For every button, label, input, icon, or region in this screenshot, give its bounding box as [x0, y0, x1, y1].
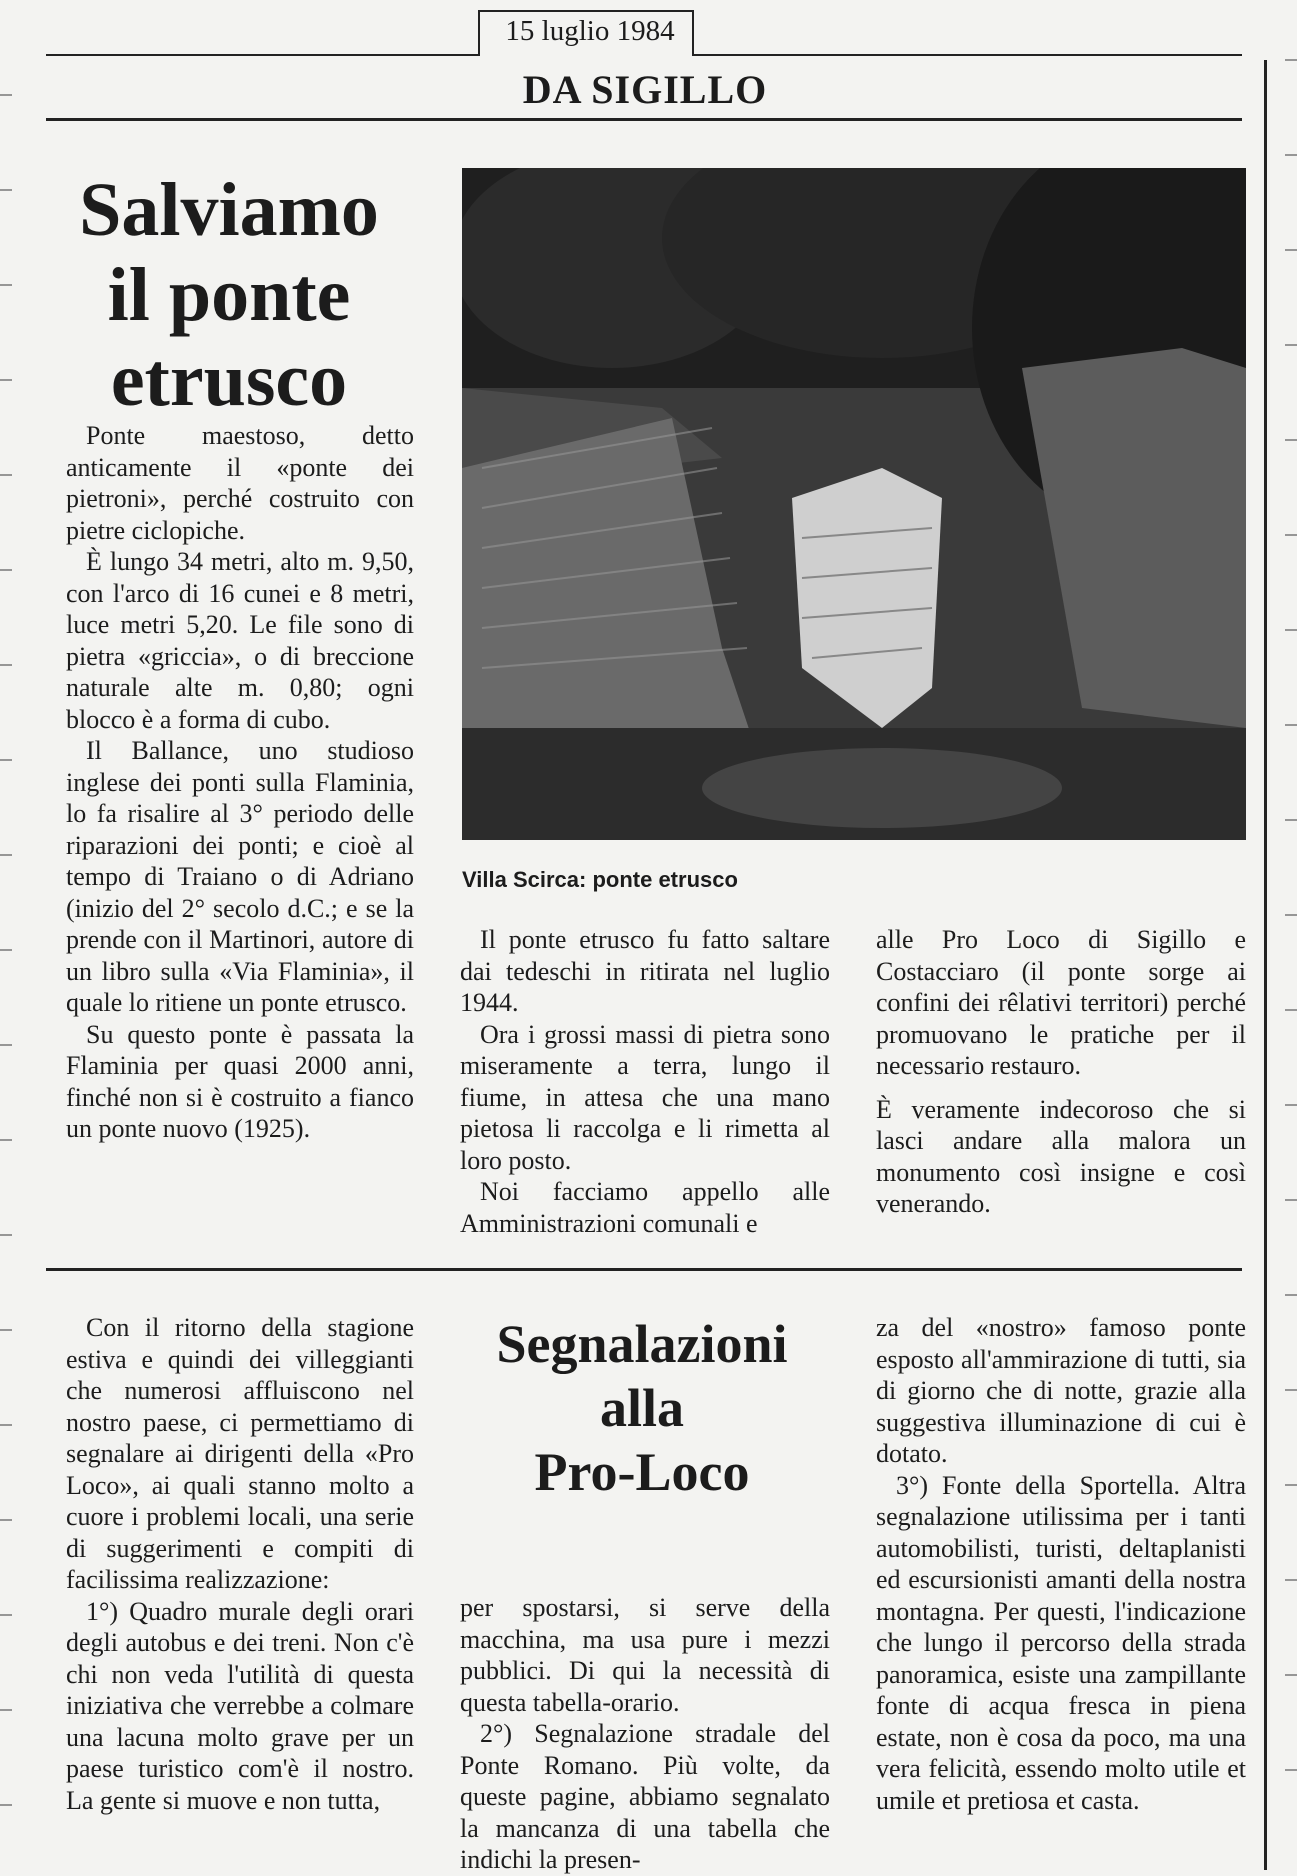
paragraph: per spostarsi, si serve della macchina, ma usa pure i mezzi pubblici. Di qui la necessità di questa tabella-orario. — [460, 1593, 830, 1717]
paragraph: Il Ballance, uno studioso inglese dei ponti sulla Flaminia, lo fa risalire al 3° periodo delle riparazioni dei ponti; e cioè al tempo di Traiano o di Adriano (inizio del 2° secolo d.C.; e se la prende con il Martinori, autore di un libro sulla «Via Flaminia», il quale lo ritiene un ponte etrusco. — [66, 736, 414, 1017]
paragraph: 2°) Segnalazione stradale del Ponte Romano. Più volte, da queste pagine, abbiamo segnalato la mancanza di una tabella che indichi la presen- — [460, 1719, 830, 1874]
header-top-rule — [478, 10, 694, 12]
paragraph: za del «nostro» famoso ponte esposto all'ammirazione di tutti, sia di giorno che di notte, grazie alla suggestiva illuminazione di cui è dotato. — [876, 1313, 1246, 1468]
article2-headline-line: Segnalazioni — [496, 1314, 788, 1374]
paragraph: 3°) Fonte della Sportella. Altra segnalazione utilissima per i tanti automobilisti, turisti, deltaplanisti ed escursionisti amanti della nostra montagna. Per questi, l'indicazione che lungo il percorso della strada panoramica, esiste una zampillante fonte di acqua fresca in piena estate, non è cosa da poco, ma una vera felicità, essendo molto utile et umile et pretiosa et casta. — [876, 1470, 1246, 1815]
photo-caption: Villa Scirca: ponte etrusco — [462, 867, 738, 892]
section-rule — [46, 118, 1242, 121]
article1-headline — [48, 168, 410, 423]
paragraph: È veramente indecoroso che si lasci andare alla malora un monumento così insigne e così venerando. — [876, 1094, 1246, 1218]
article1-headline-line: etrusco — [110, 338, 348, 422]
paragraph: È lungo 34 metri, alto m. 9,50, con l'arco di 16 cunei e 8 metri, luce metri 5,20. Le file sono di pietra «griccia», o di breccione naturale alte m. 0,80; ogni blocco è a forma di cubo. — [66, 547, 414, 734]
left-margin-ticks — [0, 0, 16, 1874]
bridge-photo-illustration — [462, 168, 1246, 840]
issue-date: 15 luglio 1984 — [505, 15, 675, 47]
paragraph: alle Pro Loco di Sigillo e Costacciaro (il ponte sorge ai confini dei rêlativi territori) perché promuovano le pratiche per il necessario restauro. — [876, 925, 1246, 1080]
article-divider — [46, 1268, 1242, 1271]
article1-headline-line: Salviamo — [79, 168, 379, 252]
article2-headline — [462, 1312, 822, 1504]
paragraph: Con il ritorno della stagione estiva e quindi dei villeggianti che numerosi affluiscono nel nostro paese, ci permettiamo di segnalare ai dirigenti della «Pro Loco», ai quali stanno molto a cuore i problemi locali, una serie di suggerimenti e compiti di facilissima realizzazione: — [66, 1313, 414, 1594]
paragraph: Su questo ponte è passata la Flaminia per quasi 2000 anni, finché non si è costruito a fianco un ponte nuovo (1925). — [66, 1019, 414, 1143]
section-title: DA SIGILLO — [522, 67, 768, 112]
article1-headline-line: il ponte — [107, 253, 351, 337]
bridge-photo — [462, 168, 1246, 840]
article2-column-1 — [66, 1312, 414, 1816]
article2-headline-line: alla — [599, 1378, 684, 1438]
paragraph: Noi facciamo appello alle Amministrazioni comunali e — [460, 1177, 830, 1238]
article1-column-3 — [876, 924, 1246, 1220]
article2-column-2 — [460, 1592, 830, 1876]
article2-column-3 — [876, 1312, 1246, 1816]
right-border-rule — [1264, 60, 1267, 1870]
header-rule-left — [46, 54, 478, 56]
article2-headline-line: Pro-Loco — [534, 1442, 750, 1502]
header-rule-right — [694, 54, 1242, 56]
article1-column-2 — [460, 924, 830, 1239]
right-margin-ticks — [1281, 0, 1297, 1874]
paragraph: Ora i grossi massi di pietra sono miseramente a terra, lungo il fiume, in attesa che una mano pietosa li raccolga e li rimetta al loro posto. — [460, 1019, 830, 1175]
paragraph: 1°) Quadro murale degli orari degli autobus e dei treni. Non c'è chi non veda l'utilità di questa iniziativa che verrebbe a colmare una lacuna molto grave per un paese turistico com'è il nostro. La gente si muove e non tutta, — [66, 1596, 414, 1815]
paragraph: Il ponte etrusco fu fatto saltare dai tedeschi in ritirata nel luglio 1944. — [460, 925, 830, 1017]
article1-column-1 — [66, 420, 414, 1145]
paragraph: Ponte maestoso, detto anticamente il «ponte dei pietroni», perché costruito con pietre ciclopiche. — [66, 421, 414, 545]
